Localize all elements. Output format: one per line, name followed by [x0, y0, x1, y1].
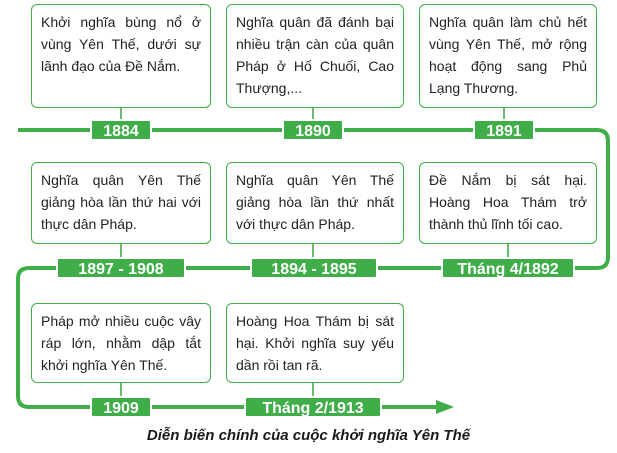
event-text: Khởi nghĩa bùng nổ ở vùng Yên Thế, dưới sự lãnh đạo của Đề Nắm.	[41, 14, 201, 74]
date-label: 1894 - 1895	[250, 257, 378, 279]
event-box	[31, 303, 211, 383]
event-text: Đề Nắm bị sát hại. Hoàng Hoa Thám trở thành thủ lĩnh tối cao.	[429, 172, 587, 232]
date-label: 1897 - 1908	[56, 257, 186, 279]
event-text: Nghĩa quân Yên Thế giảng hòa lần thứ hai với thực dân Pháp.	[41, 172, 201, 232]
event-box	[226, 303, 404, 383]
date-label: 1909	[90, 396, 152, 418]
event-box	[31, 162, 211, 244]
diagram-caption: Diễn biến chính của cuộc khởi nghĩa Yên Thế	[146, 427, 471, 444]
event-box	[226, 162, 404, 244]
date-label: Tháng 2/1913	[244, 396, 382, 418]
event-box	[419, 4, 597, 108]
event-text: Nghĩa quân đã đánh bại nhiều trận càn của quân Pháp ở Hố Chuối, Cao Thượng,...	[236, 14, 394, 96]
event-text: Hoàng Hoa Thám bị sát hại. Khởi nghĩa suy yếu dần rồi tan rã.	[236, 313, 394, 373]
event-box	[419, 162, 597, 244]
date-label: 1891	[473, 119, 535, 141]
date-label: 1884	[90, 119, 152, 141]
event-box	[226, 4, 404, 108]
event-text: Nghĩa quân Yên Thế giảng hòa lần thứ nhất với thực dân Pháp.	[236, 172, 394, 232]
event-text: Pháp mở nhiều cuộc vây ráp lớn, nhằm dập tắt khởi nghĩa Yên Thế.	[41, 313, 201, 373]
date-label: 1890	[282, 119, 344, 141]
timeline-arrowhead	[436, 400, 454, 414]
date-label: Tháng 4/1892	[441, 257, 575, 279]
event-box	[31, 4, 211, 108]
event-text: Nghĩa quân làm chủ hết vùng Yên Thế, mở rộng hoạt động sang Phủ Lạng Thương.	[429, 14, 587, 96]
